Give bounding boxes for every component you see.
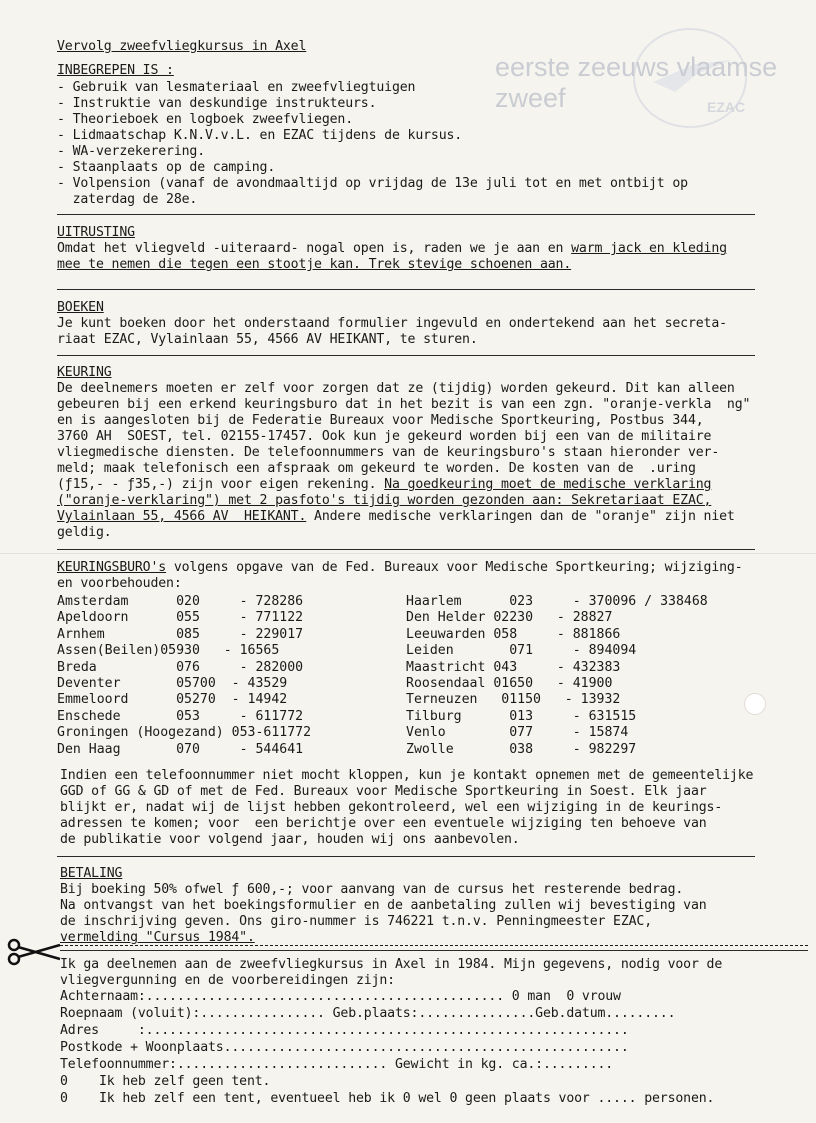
included-item: zaterdag de 28e.	[57, 192, 198, 207]
included-item: - Instruktie van deskundige instrukteurs.	[57, 96, 377, 111]
medical-cost: (ƒ15,- - ƒ35,-) zijn voor eigen rekening.	[57, 477, 385, 492]
included-item: - Theorieboek en logboek zweefvliegen.	[57, 112, 354, 127]
bureau-entry: Breda 076 - 282000	[57, 659, 304, 675]
medical-text: meld; maak telefonisch een afspraak om gekeurd te worden. De kosten van de .uring	[57, 461, 696, 476]
bureaus-note: adressen te komen; voor een berichtje over een eventuele wijziging ten behoeve van	[60, 816, 707, 831]
bureaus-note: de publikatie voor volgend jaar, houden wij ons aanbevolen.	[60, 832, 520, 847]
bureau-list-right	[406, 594, 708, 758]
payment-text: de inschrijving geven. Ons giro-nummer is 746221 t.n.v. Penningmeester EZAC,	[60, 914, 653, 929]
bureau-entry: Leiden 071 - 894094	[406, 643, 637, 659]
bureaus-note: GGD of GG & GD of met de Fed. Bureaux voor Medische Sportkeuring in Soest. Elk jaar	[60, 784, 707, 799]
bureaus-heading-label: KEURINGSBURO's	[57, 560, 167, 575]
booking-text: Je kunt boeken door het onderstaand formulier ingevuld en ondertekend aan het secreta-	[57, 316, 727, 331]
bureau-entry: Terneuzen 01150 - 13932	[406, 692, 621, 708]
included-item: - Lidmaatschap K.N.V.v.L. en EZAC tijdens de kursus.	[57, 128, 463, 143]
bureaus-note: blijkt er, nadat wij de lijst hebben gekontroleerd, wel een wijziging in de keurings-	[60, 800, 723, 815]
scissors-icon	[6, 937, 62, 971]
cut-line-underline	[60, 950, 808, 951]
bureaus-heading	[57, 560, 743, 576]
no-tent-option[interactable]: 0 Ik heb zelf geen tent.	[60, 1074, 271, 1089]
equipment-text: mee te nemen die tegen een stootje kan. Trek stevige schoenen aan.	[57, 257, 572, 272]
section-divider	[57, 355, 755, 356]
payment-text: Na ontvangst van het boekingsformulier en de aanbetaling zullen wij bevestiging van	[60, 898, 707, 913]
medical-emphasis: Na goedkeuring moet de medische verklaring	[384, 477, 712, 492]
bureau-entry: Enschede 053 - 611772	[57, 708, 304, 724]
own-tent-option[interactable]: 0 Ik heb zelf een tent, eventueel heb ik 0 wel 0 geen plaats voor ..... personen.	[60, 1091, 715, 1106]
bureau-entry: Den Helder 02230 - 28827	[406, 610, 613, 626]
medical-text: ("oranje-verklaring") met 2 pasfoto's tijdig worden gezonden aan: Sekretariaat EZAC,	[57, 493, 712, 508]
bureau-entry: Emmeloord 05270 - 14942	[57, 692, 288, 708]
bureaus-heading-line2: en voorbehouden:	[57, 576, 182, 591]
included-item: - WA-verzekerering.	[57, 144, 206, 159]
medical-heading: KEURING	[57, 365, 112, 380]
medical-tail: Andere medische verklaringen dan de "oranje" zijn niet	[306, 509, 735, 524]
bureau-list-left	[57, 594, 311, 758]
bureau-entry: Apeldoorn 055 - 771122	[57, 610, 304, 626]
address-field[interactable]: Adres :..............................................................	[60, 1023, 629, 1038]
section-divider	[57, 856, 755, 857]
page-title: Vervolg zweefvliegkursus in Axel	[57, 39, 307, 54]
medical-text: vliegmedische diensten. De telefoonnummers van de keuringsburo's staan hieronder ver-	[57, 445, 720, 460]
bureau-entry: Zwolle 038 - 982297	[406, 741, 637, 757]
included-item: - Volpension (vanaf de avondmaaltijd op vrijdag de 13e juli tot en met ontbijt op	[57, 176, 688, 191]
medical-text: 3760 AH SOEST, tel. 02155-17457. Ook kun je gekeurd worden bij een van de militaire	[57, 429, 712, 444]
medical-text: geldig.	[57, 525, 112, 540]
bureau-entry: Deventer 05700 - 43529	[57, 676, 288, 692]
form-intro: Ik ga deelnemen aan de zweefvliegkursus in Axel in 1984. Mijn gegevens, nodig voor de	[60, 957, 723, 972]
fold-line	[0, 553, 816, 554]
equipment-emphasis: warm jack en kleding	[571, 241, 727, 256]
ghost-letterhead: eerste zeeuws vlaamse zweef	[495, 52, 778, 113]
punch-hole	[744, 693, 766, 715]
medical-text	[57, 477, 711, 493]
medical-text: gebeuren bij een erkend keuringsburo dat in het bezit is van een zgn. "oranje-verkla ng"	[57, 397, 751, 412]
section-divider	[57, 549, 755, 550]
bureau-entry: Groningen (Hoogezand) 053-611772	[57, 725, 312, 741]
phone-weight-field[interactable]: Telefoonnummer:........................... Gewicht in kg. ca.:.........	[60, 1057, 614, 1072]
payment-text: vermelding "Cursus 1984".	[60, 930, 255, 945]
medical-text: De deelnemers moeten er zelf voor zorgen dat ze (tijdig) worden gekeurd. Dit kan alleen	[57, 381, 735, 396]
bureaus-note: Indien een telefoonnummer niet mocht kloppen, kun je kontakt opnemen met de gemeentelijke	[60, 768, 754, 783]
medical-text	[57, 509, 735, 525]
bureau-entry: Tilburg 013 - 631515	[406, 708, 637, 724]
included-heading: INBEGREPEN IS :	[57, 63, 174, 78]
surname-field[interactable]: Achternaam:.............................................. 0 man 0 vrouw	[60, 989, 621, 1004]
section-divider	[57, 214, 755, 215]
medical-address: Vylainlaan 55, 4566 AV HEIKANT.	[57, 509, 307, 524]
bureau-entry: Amsterdam 020 - 728286	[57, 594, 304, 609]
bureaus-heading-rest: volgens opgave van de Fed. Bureaux voor Medische Sportkeuring; wijziging-	[166, 560, 743, 575]
equipment-line-part: Omdat het vliegveld -uiteraard- nogal open is, raden we je aan en	[57, 241, 572, 256]
equipment-heading: UITRUSTING	[57, 225, 135, 240]
equipment-text	[57, 241, 727, 257]
bureau-entry: Leeuwarden 058 - 881866	[406, 626, 621, 642]
payment-heading: BETALING	[60, 866, 123, 881]
booking-text: riaat EZAC, Vylainlaan 55, 4566 AV HEIKANT, te sturen.	[57, 332, 478, 347]
bureau-entry: Arnhem 085 - 229017	[57, 626, 304, 642]
cut-line	[60, 945, 808, 946]
section-divider	[57, 289, 755, 290]
medical-text: en is aangesloten bij de Federatie Bureaux voor Medische Sportkeuring, Postbus 344,	[57, 413, 704, 428]
included-item: - Gebruik van lesmateriaal en zweefvliegtuigen	[57, 80, 416, 95]
bureau-entry: Haarlem 023 - 370096 / 338468	[406, 594, 708, 609]
bureau-entry: Venlo 077 - 15874	[406, 725, 629, 741]
payment-text: Bij boeking 50% ofwel ƒ 600,-; voor aanvang van de cursus het resterende bedrag.	[60, 882, 684, 897]
svg-text:EZAC: EZAC	[707, 99, 745, 115]
firstname-birth-field[interactable]: Roepnaam (voluit):................ Geb.plaats:...............Geb.datum.........	[60, 1006, 676, 1021]
form-intro: vliegvergunning en de voorbereidingen zijn:	[60, 973, 395, 988]
bureau-entry: Roosendaal 01650 - 41900	[406, 676, 613, 692]
postcode-city-field[interactable]: Postkode + Woonplaats....................................................	[60, 1040, 629, 1055]
included-item: - Staanplaats op de camping.	[57, 160, 276, 175]
bureau-entry: Maastricht 043 - 432383	[406, 659, 621, 675]
bureau-entry: Assen(Beilen)05930 - 16565	[57, 643, 280, 659]
bureau-entry: Den Haag 070 - 544641	[57, 741, 304, 757]
booking-heading: BOEKEN	[57, 300, 104, 315]
